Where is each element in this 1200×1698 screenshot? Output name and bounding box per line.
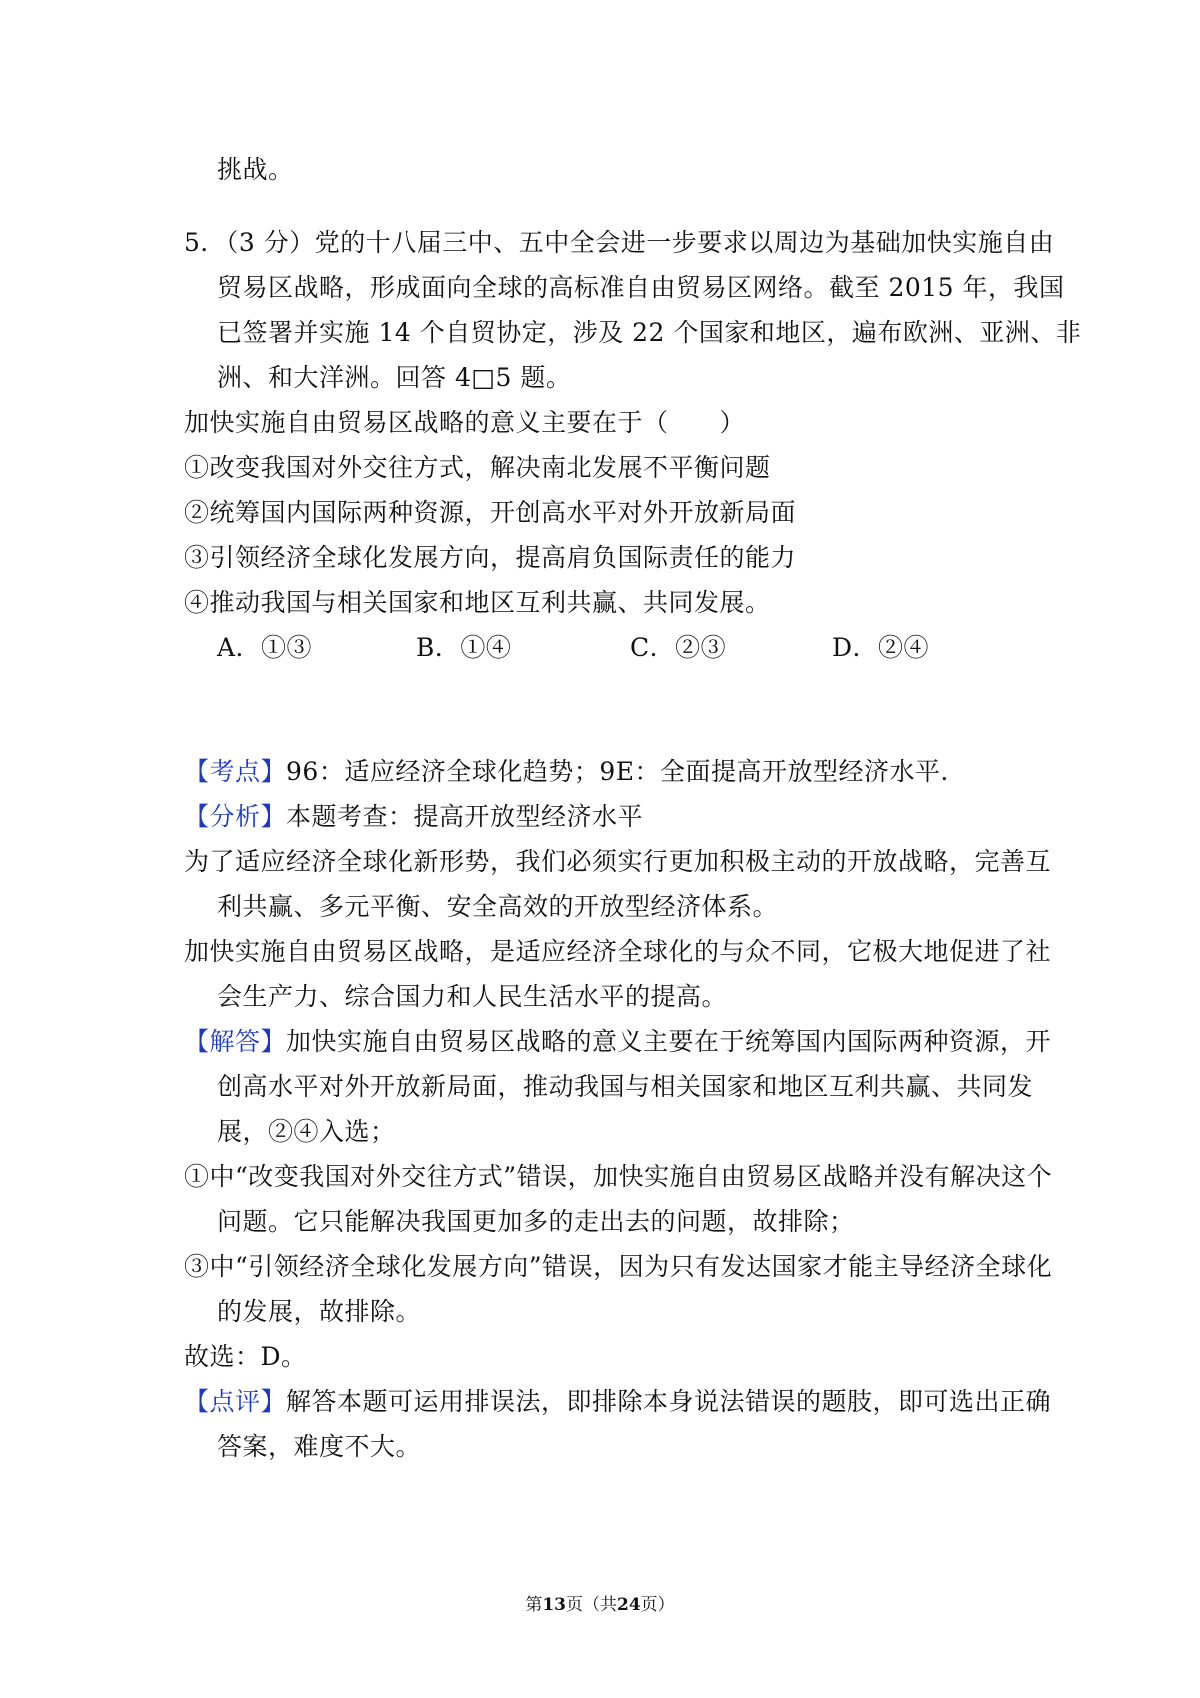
prev-answer-tail: 挑战。 (217, 155, 294, 184)
analysis-line: 为了适应经济全球化新形势，我们必须实行更加积极主动的开放战略，完善互 (184, 847, 1052, 876)
jieda-text: 加快实施自由贸易区战略的意义主要在于统筹国内国际两种资源，开 (286, 1027, 1052, 1056)
fenxi-tag: 【分析】 (184, 802, 287, 831)
dianping-tag: 【点评】 (184, 1387, 287, 1416)
solution-line: ③中“引领经济全球化发展方向”错误，因为只有发达国家才能主导经济全球化 (184, 1252, 1053, 1281)
statement-item: ③引领经济全球化发展方向，提高肩负国际责任的能力 (184, 543, 797, 572)
dianping-line (184, 1385, 1051, 1419)
kaodian-text: 96：适应经济全球化趋势；9E：全面提高开放型经济水平． (286, 757, 966, 786)
question-line: 洲、和大洋洲。回答 4□5 题。 (217, 363, 572, 392)
fenxi-line (184, 800, 643, 834)
kaodian-line (184, 755, 966, 789)
question-line: 5．（3 分）党的十八届三中、五中全会进一步要求以周边为基础加快实施自由 (184, 228, 1055, 257)
analysis-line: 会生产力、综合国力和人民生活水平的提高。 (217, 982, 728, 1011)
option-d: D．②④ (832, 633, 930, 662)
option-a: A．①③ (217, 633, 313, 662)
total-page-count: 24 (617, 1595, 641, 1615)
jieda-line (184, 1025, 1051, 1059)
kaodian-tag: 【考点】 (184, 757, 287, 786)
solution-line: 创高水平对外开放新局面，推动我国与相关国家和地区互利共赢、共同发 (217, 1072, 1034, 1101)
jieda-tag: 【解答】 (184, 1027, 287, 1056)
option-c: C．②③ (630, 633, 727, 662)
solution-line: ①中“改变我国对外交往方式”错误，加快实施自由贸易区战略并没有解决这个 (184, 1162, 1053, 1191)
option-b: B．①④ (416, 633, 512, 662)
statement-item: ①改变我国对外交往方式，解决南北发展不平衡问题 (184, 453, 771, 482)
solution-line: 的发展，故排除。 (217, 1297, 422, 1326)
solution-line: 展，②④入选； (217, 1117, 396, 1146)
current-page-number: 13 (542, 1595, 566, 1615)
statement-item: ④推动我国与相关国家和地区互利共赢、共同发展。 (184, 588, 771, 617)
footer-middle: 页（共 (566, 1595, 617, 1615)
analysis-line: 加快实施自由贸易区战略，是适应经济全球化的与众不同，它极大地促进了社 (184, 937, 1052, 966)
analysis-line: 利共赢、多元平衡、安全高效的开放型经济体系。 (217, 892, 779, 921)
page-footer (0, 1593, 1200, 1617)
fenxi-text: 本题考查：提高开放型经济水平 (286, 802, 644, 831)
question-line: 已签署并实施 14 个自贸协定，涉及 22 个国家和地区，遍布欧洲、亚洲、非 (217, 318, 1082, 347)
solution-line: 问题。它只能解决我国更加多的走出去的问题，故排除； (217, 1207, 855, 1236)
footer-prefix: 第 (525, 1595, 543, 1615)
footer-suffix: 页） (640, 1595, 675, 1615)
dianping-text: 解答本题可运用排误法，即排除本身说法错误的题肢，即可选出正确 (286, 1387, 1052, 1416)
final-answer: 故选：D。 (184, 1342, 307, 1371)
question-stem: 加快实施自由贸易区战略的意义主要在于（ ） (184, 408, 746, 437)
statement-item: ②统筹国内国际两种资源，开创高水平对外开放新局面 (184, 498, 797, 527)
comment-line: 答案，难度不大。 (217, 1432, 422, 1461)
question-line: 贸易区战略，形成面向全球的高标准自由贸易区网络。截至 2015 年，我国 (217, 273, 1065, 302)
